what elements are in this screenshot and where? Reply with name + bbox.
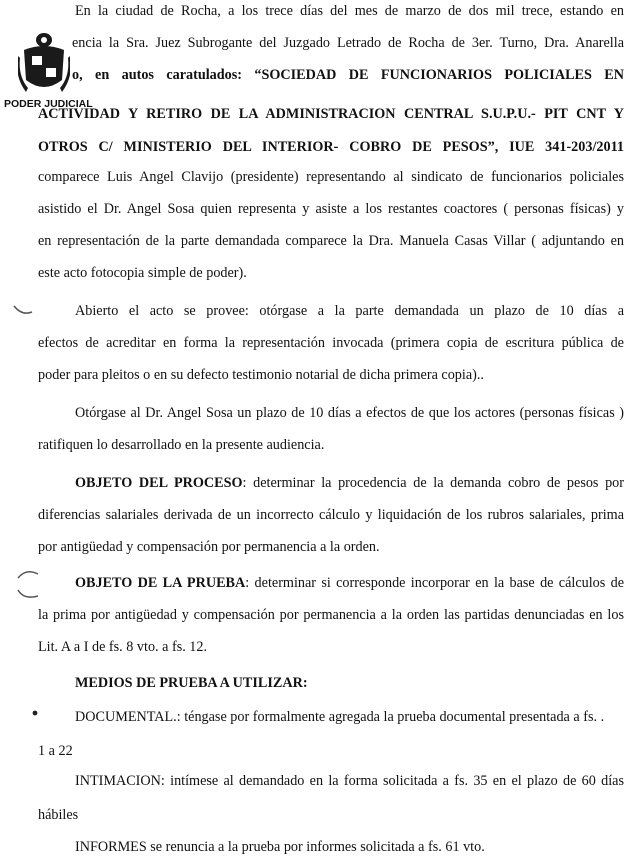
text-line: o, en autos caratulados: “SOCIEDAD DE FUNCIONARIOS POLICIALES EN (72, 67, 624, 83)
text-line: Lit. A a I de fs. 8 vto. a fs. 12. (38, 639, 208, 655)
text-line: OBJETO DEL PROCESO: determinar la procedencia de la demanda cobro de pesos por (75, 475, 624, 491)
text-line: OBJETO DE LA PRUEBA: determinar si corresponde incorporar en la base de cálculos de (75, 575, 625, 591)
text-line: por antigüedad y compensación por permanencia a la orden. (38, 539, 380, 555)
coat-of-arms-icon (18, 28, 70, 100)
text-line: DOCUMENTAL.: téngase por formalmente agregada la prueba documental presentada a fs. . (75, 709, 605, 725)
text-line: INTIMACION: intímese al demandado en la forma solicitada a fs. 35 en el plazo de 60 días (75, 773, 624, 789)
margin-mark-icon (14, 566, 40, 602)
text-line: hábiles (38, 807, 79, 823)
text-line: la prima por antigüedad y compensación por permanencia a la orden las partidas denunciadas en los (38, 607, 624, 623)
text-line: comparece Luis Angel Clavijo (presidente) representando al sindicato de funcionarios policiales (38, 169, 624, 185)
text-line: ACTIVIDAD Y RETIRO DE LA ADMINISTRACION CENTRAL S.U.P.U.- PIT CNT Y (38, 106, 624, 122)
text-line: OTROS C/ MINISTERIO DEL INTERIOR- COBRO DE PESOS”, IUE 341-203/2011 (38, 139, 624, 155)
text-line: asistido el Dr. Angel Sosa quien representa y asiste a los restantes coactores ( personas físicas) y (38, 201, 624, 217)
text-line: Otórgase al Dr. Angel Sosa un plazo de 10 días a efectos de que los actores (personas físicas ) (75, 405, 624, 421)
text-line: en representación de la parte demandada comparece la Dra. Manuela Casas Villar ( adjuntando en (38, 233, 624, 249)
text-line: diferencias salariales derivada de un incorrecto cálculo y liquidación de los rubros salariales, prima (38, 507, 624, 523)
text-line: efectos de acreditar en forma la representación invocada (primera copia de escritura pública de (38, 335, 624, 351)
text-line: encia la Sra. Juez Subrogante del Juzgado Letrado de Rocha de 3er. Turno, Dra. Anarella (72, 35, 624, 51)
section-heading: OBJETO DE LA PRUEBA (75, 575, 246, 591)
text-line: En la ciudad de Rocha, a los trece días del mes de marzo de dos mil trece, estando en (75, 3, 624, 19)
text-line: INFORMES se renuncia a la prueba por informes solicitada a fs. 61 vto. (75, 839, 485, 855)
text-line: poder para pleitos o en su defecto testimonio notarial de dicha primera copia).. (38, 367, 484, 383)
text-line: 1 a 22 (38, 743, 73, 759)
text-line: ratifiquen lo desarrollado en la presente audiencia. (38, 437, 325, 453)
margin-mark-icon (12, 300, 34, 322)
bullet-dot-icon (30, 708, 40, 718)
section-heading: OBJETO DEL PROCESO (75, 475, 243, 491)
text-line: este acto fotocopia simple de poder). (38, 265, 247, 281)
section-heading: MEDIOS DE PRUEBA A UTILIZAR: (75, 675, 308, 691)
poder-judicial-label: PODER JUDICIAL (4, 98, 93, 110)
text-line: Abierto el acto se provee: otórgase a la parte demandada un plazo de 10 días a (75, 303, 624, 319)
